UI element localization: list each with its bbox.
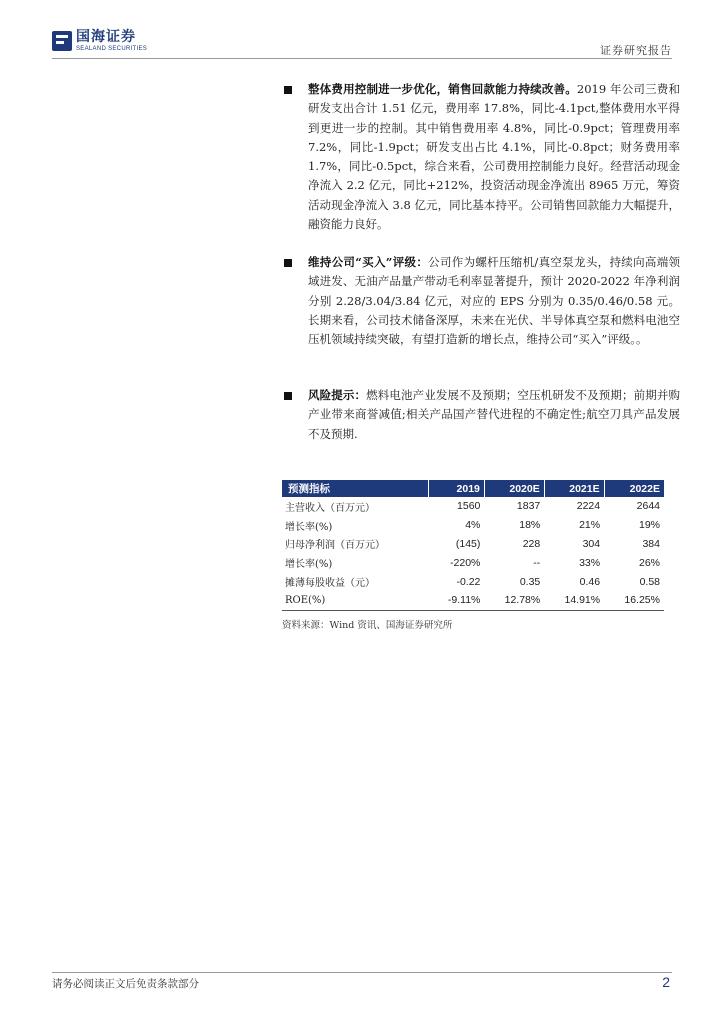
bullet-cost-control (284, 80, 680, 234)
table-header-cell: 2020E (484, 480, 544, 497)
table-cell: -0.22 (456, 575, 481, 588)
bullet-lead: 整体费用控制进一步优化，销售回款能力持续改善。 (308, 82, 577, 96)
forecast-table (282, 480, 664, 611)
table-row (282, 572, 664, 591)
table-cell: 12.78% (484, 591, 544, 610)
bullet-square-icon (284, 392, 292, 400)
table-cell: 21% (579, 519, 601, 532)
table-cell: 16.25% (604, 591, 664, 610)
table-header-cell: 2021E (544, 480, 604, 497)
bullet-lead: 维持公司“买入”评级： (308, 255, 429, 269)
table-source-note: 资料来源：Wind 资讯、国海证券研究所 (282, 620, 453, 631)
bullet-square-icon (284, 259, 292, 267)
table-cell: 26% (638, 556, 660, 569)
table-cell: 归母净利润（百万元） (285, 540, 385, 552)
brand-logo (52, 30, 147, 52)
brand-name-cn: 国海证券 (76, 29, 136, 45)
table-cell: 摊薄每股收益（元） (285, 578, 375, 590)
table-row (282, 535, 664, 554)
bullet-text (308, 253, 680, 349)
table-cell: 主营收入（百万元） (285, 502, 375, 514)
brand-name-en: SEALAND SECURITIES (76, 46, 148, 52)
bullet-body: 燃料电池产业发展不及预期；空压机研发不及预期；前期并购产业带来商誉减值;相关产品国产替代进程的不确定性;航空刀具产品发展不及预期. (308, 388, 681, 441)
table-cell: ROE(%) (282, 591, 429, 610)
table-cell: 384 (642, 537, 660, 550)
table-cell: 33% (579, 556, 601, 569)
table-cell: -- (533, 556, 541, 569)
footer-divider (52, 972, 672, 973)
bullet-body: 公司作为螺杆压缩机/真空泵龙头，持续向高端领域进发、无油产品量产带动毛利率显著提升，预计 2020-2022 年净利润分别 2.28/3.04/3.84 亿元，对应的 EPS 分别为 0.35/0.46/0.58 元。长期来看，公司技术储备深厚，未来在光伏、半导体真空泵和燃料电池空压机领域持续突破，有望打造新的增长点，维持公司“买入”评级。。 (308, 255, 681, 347)
table-cell: 1837 (516, 500, 541, 513)
table-cell: 0.46 (579, 575, 601, 588)
table-cell: 2644 (636, 500, 660, 513)
page-header (52, 30, 672, 58)
footer-disclaimer: 请务必阅读正文后免责条款部分 (52, 978, 199, 990)
bullet-body: 2019 年公司三费和研发支出合计 1.51 亿元，费用率 17.8%，同比-4.1pct,整体费用水平得到更进一步的控制。其中销售费用率 4.8%，同比-0.9pct；管理费用率 7.2%，同比-1.9pct；研发支出占比 4.1%，同比-0.8pct；财务费用率 1.7%，同比-0.5pct，综合来看，公司费用控制能力良好。经营活动现金净流入 2.2 亿元，同比+212%，投资活动现金净流出 8965 万元，筹资活动现金净流入 3.8 亿元，同比基本持平。公司销售回款能力大幅提升，融资能力良好。 (308, 82, 680, 232)
table-row (282, 591, 664, 610)
table-row (282, 516, 664, 535)
table-header-cell: 预测指标 (282, 480, 429, 497)
table-cell: 2224 (576, 500, 601, 513)
page-number: 2 (662, 974, 670, 990)
table-row (282, 497, 664, 516)
table-cell: 4% (465, 519, 481, 532)
document-type: 证券研究报告 (600, 44, 672, 57)
bullet-risk (284, 386, 680, 444)
table-cell: 增长率(%) (285, 521, 333, 533)
table-cell: 1560 (457, 500, 481, 513)
table-cell: 增长率(%) (285, 559, 333, 571)
bullet-text (308, 80, 680, 234)
table-cell: 18% (519, 519, 541, 532)
table-header-cell: 2019 (429, 480, 485, 497)
table-cell: -9.11% (429, 591, 485, 610)
header-divider (52, 58, 672, 59)
table-cell: 0.58 (639, 575, 660, 588)
table-cell: (145) (455, 537, 481, 550)
table-header-cell: 2022E (604, 480, 664, 497)
brand-logo-icon (52, 31, 72, 51)
table-row (282, 553, 664, 572)
table-cell: 14.91% (544, 591, 604, 610)
table-header-row (282, 480, 664, 497)
table-cell: 19% (638, 519, 660, 532)
table-cell: 304 (582, 537, 601, 550)
table-cell: 0.35 (519, 575, 541, 588)
bullet-rating (284, 253, 680, 349)
bullet-lead: 风险提示： (308, 388, 367, 402)
table-cell: 228 (522, 537, 541, 550)
bullet-square-icon (284, 86, 292, 94)
table-cell: -220% (450, 556, 481, 569)
bullet-text (308, 386, 680, 444)
